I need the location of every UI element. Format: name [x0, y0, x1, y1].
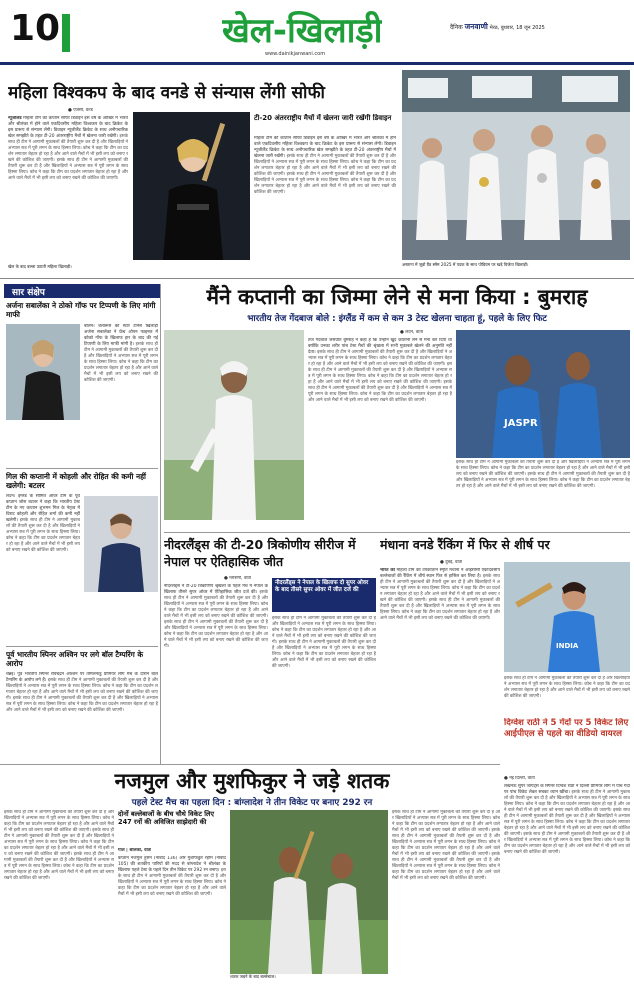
story-rathi [504, 718, 630, 984]
paper-name: जनवाणी [464, 22, 488, 31]
headline: मंधाना वनडे रैंकिंग में फिर से शीर्ष पर [380, 537, 550, 552]
divider [0, 764, 500, 765]
body-continued: इसके साथ ही टीम ने आगामी मुकाबलों की तैयारी शुरू कर दी है और खिलाड़ियों ने अभ्यास सत्र में पूरी लगन के साथ हिस्सा लिया। कोच ने कहा कि टीम का प्रदर्शन लगातार बेहतर हो रहा है और आने वाले मैचों में भी इसी लय को बनाए रखने की कोशिश की जाएगी। [118, 868, 226, 897]
body-text: लखनऊ सुपर जायंट्स के स्पिनर दिग्वेश राठी ने दिल्ली प्रीमियर लीग में पांच गेंदों पर पांच विकेट लेकर सबका ध्यान खींचा। [504, 784, 630, 795]
sidebar-item-headline: गिल की कप्तानी में कोहली और रोहित की कमी नहीं खलेगी: बटलर [6, 472, 146, 491]
sub-headline: टी-20 अंतरराष्ट्रीय मैचों में खेलना जारी रखेंगी डिवाइन [254, 114, 392, 122]
body-continued: इसके साथ ही टीम ने आगामी मुकाबलों की तैयारी शुरू कर दी है और खिलाड़ियों ने अभ्यास सत्र में पूरी लगन के साथ हिस्सा लिया। कोच ने कहा कि टीम का प्रदर्शन लगातार बेहतर हो रहा है और आने वाले मैचों में भी इसी लय को बनाए रखने की कोशिश की जाएगी। [6, 696, 158, 713]
body-text: नीदरलैंड्स ने टी-20 त्रिकोणीय श्रृंखला के पहले मैच में नेपाल के खिलाफ तीसरे सुपर ओवर में ऐतिहासिक जीत दर्ज की। [164, 584, 268, 595]
highlight-box [272, 578, 376, 612]
story-bumrah [164, 284, 630, 530]
body-text: महिला टीम की उपकप्तान स्मृति मंधाना ने आईसीसी एकदिवसीय बल्लेबाजों की रैंकिंग में शीर्ष स्थान फिर से हासिल कर लिया है। [380, 568, 500, 579]
headline: मैंने कप्तानी का जिम्मा लेने से मना किया : बुमराह [206, 285, 588, 309]
story-sophie [8, 82, 396, 260]
subhead: भारतीय तेज गेंदबाज बोले : इंग्लैंड में कम से कम 3 टेस्ट खेलना चाहता हूं, पहले के लिए फिट [247, 314, 547, 324]
divider [6, 468, 158, 469]
sidebar-item-body [84, 324, 158, 464]
byline: ● एजेंसी, वर्ल्ड [68, 108, 93, 113]
box-headline: दोनों बल्लेबाजों के बीच चौथे विकेट लिए 247 रनों की अविजित साझेदारी की [118, 810, 215, 827]
article-body-right [456, 460, 630, 526]
paper-prefix: दैनिक [450, 24, 463, 31]
byline: ● दुबई, वार्ता [440, 560, 463, 565]
lead-word: भारत की [380, 568, 395, 573]
sidebar [4, 284, 160, 764]
body-continued: इसके साथ ही टीम ने आगामी मुकाबलों की तैयारी शुरू कर दी है और खिलाड़ियों ने अभ्यास सत्र में पूरी लगन के साथ हिस्सा लिया। कोच ने कहा कि टीम का प्रदर्शन लगातार बेहतर हो रहा है और आने वाले मैचों में भी इसी लय को बनाए रखने की कोशिश की जाएगी। [164, 590, 268, 619]
body-continued: इसके साथ ही टीम ने आगामी मुकाबलों की तैयारी शुरू कर दी है और खिलाड़ियों ने अभ्यास सत्र में पूरी लगन के साथ हिस्सा लिया। कोच ने कहा कि टीम का प्रदर्शन लगातार बेहतर हो रहा है और आने वाले मैचों में भी इसी लय को बनाए रखने की कोशिश की जाएगी। [254, 172, 396, 195]
body-text: तेज गेंदबाज जसप्रीत बुमराह ने कहा है कि उन्होंने खुद कप्तानी लेने से मना कर दिया था क्योंकि उनका शरीर पांच टेस्ट मैचों की श्रृंखला में सभी मुकाबले खेलने की अनुमति नहीं देता। [308, 338, 452, 355]
body-continued: इसके साथ ही टीम ने आगामी मुकाबलों की तैयारी शुरू कर दी है और खिलाड़ियों ने अभ्यास सत्र में पूरी लगन के साथ हिस्सा लिया। कोच ने कहा कि टीम का प्रदर्शन लगातार बेहतर हो रहा है और आने वाले मैचों में भी इसी लय को बनाए रखने की कोशिश की जाएगी। [392, 852, 500, 881]
body-text: बर्लिन। बेलारूस की स्टार टेनिस खिलाड़ी अर्जना सबालेंका ने फ्रेंच ओपन फाइनल में कोको गॉफ के खिलाफ हार के बाद की गई टिप्पणी के लिए माफी मांगी है। [84, 324, 158, 347]
body-continued: इसके साथ ही टीम ने आगामी मुकाबलों की तैयारी शुरू कर दी है और खिलाड़ियों ने अभ्यास सत्र में पूरी लगन के साथ हिस्सा लिया। कोच ने कहा कि टीम का प्रदर्शन लगातार बेहतर हो रहा है और आने वाले मैचों में भी इसी लय को बनाए रखने की कोशिश की जाएगी। [456, 460, 630, 477]
section-title: खेल-खिलाड़ी [222, 11, 383, 51]
byline: ● नई दिल्ली, वार्ता [504, 776, 535, 781]
lead-word: न्यूजीलैंड [8, 116, 22, 121]
story-nepal [164, 536, 376, 766]
body-continued: इसके साथ ही टीम ने आगामी मुकाबलों की तैयारी शुरू कर दी है और खिलाड़ियों ने अभ्यास सत्र में पूरी लगन के साथ हिस्सा लिया। कोच ने कहा कि टीम का प्रदर्शन लगातार बेहतर हो रहा है और आने वाले मैचों में भी इसी लय को बनाए रखने की कोशिश की जाएगी। [504, 790, 630, 813]
sophie-photo [133, 112, 250, 260]
body-continued: इसके साथ ही टीम ने आगामी मुकाबलों की तैयारी शुरू कर दी है और खिलाड़ियों ने अभ्यास सत्र में पूरी लगन के साथ हिस्सा लिया। कोच ने कहा कि टीम का प्रदर्शन लगातार बेहतर हो रहा है और आने वाले मैचों में भी इसी लय को बनाए रखने की कोशिश की जाएगी। [8, 134, 128, 163]
byline: ● ग्लासगो, वार्ता [224, 576, 252, 581]
body-continued: इसके साथ ही टीम ने आगामी मुकाबलों की तैयारी शुरू कर दी है और खिलाड़ियों ने अभ्यास सत्र में पूरी लगन के साथ हिस्सा लिया। कोच ने कहा कि टीम का प्रदर्शन लगातार बेहतर हो रहा है और आने वाले मैचों में भी इसी लय को बनाए रखने की कोशिश की जाएगी। [4, 828, 114, 857]
body-continued: इसके साथ ही टीम ने आगामी मुकाबलों की तैयारी शुरू कर दी है और खिलाड़ियों ने अभ्यास सत्र में पूरी लगन के साथ हिस्सा लिया। कोच ने कहा कि टीम का प्रदर्शन लगातार बेहतर हो रहा है और आने वाले मैचों में भी इसी लय को बनाए रखने की कोशिश की जाएगी। [380, 598, 500, 621]
body-continued: इसके साथ ही टीम ने आगामी मुकाबलों की तैयारी शुरू कर दी है और खिलाड़ियों ने अभ्यास सत्र में पूरी लगन के साथ हिस्सा लिया। कोच ने कहा कि टीम का प्रदर्शन लगातार बेहतर हो रहा है और आने वाले मैचों में भी इसी लय को बनाए रखने की कोशिश की जाएगी। [392, 810, 500, 833]
highlight-box [118, 810, 226, 844]
dateline: मेरठ, बुधवार, 18 जून 2025 [489, 25, 545, 31]
page-number: 10 [10, 8, 61, 49]
sidebar-item-body [6, 494, 80, 644]
article-body [504, 784, 630, 984]
body-continued: इसके साथ ही टीम ने आगामी मुकाबलों की तैयारी शुरू कर दी है और खिलाड़ियों ने अभ्यास सत्र में पूरी लगन के साथ हिस्सा लिया। कोच ने कहा कि टीम का प्रदर्शन लगातार बेहतर हो रहा है और आने वाले मैचों में भी इसी लय को बनाए रखने की कोशिश की जाएगी। [504, 808, 630, 837]
body-text: महिला टीम की कप्तान सोफी डिवाइन इस वर्ष के आखिर में भारत और श्रीलंका में होने वाले एकदिवसीय महिला विश्वकप के बाद क्रिकेट के इस प्रारूप से संन्यास लेंगी। डिवाइन न्यूजीलैंड क्रिकेट के साथ अनौपचारिक खेल समझौते के तहत टी-20 अंतरराष्ट्रीय मैचों में खेलना जारी रखेंगी। [8, 116, 128, 139]
box-headline: नीदरलैंड्स ने नेपाल के खिलाफ दो सुपर ओवर के बाद तीसरे सुपर ओवर में जीत दर्ज की [275, 580, 369, 593]
photo-caption: शतक जड़ने के बाद बल्लेबाज। [230, 974, 276, 979]
masthead [0, 0, 634, 66]
body-continued: इसके साथ ही टीम ने आगामी मुकाबलों की तैयारी शुरू कर दी है और खिलाड़ियों ने अभ्यास सत्र में पूरी लगन के साथ हिस्सा लिया। कोच ने कहा कि टीम का प्रदर्शन लगातार बेहतर हो रहा है और आने वाले मैचों में भी इसी लय को बनाए रखने की कोशिश की जाएगी। [272, 640, 376, 669]
body-continued: इसके साथ ही टीम ने आगामी मुकाबलों की तैयारी शुरू कर दी है और खिलाड़ियों ने अभ्यास सत्र में पूरी लगन के साथ हिस्सा लिया। कोच ने कहा कि टीम का प्रदर्शन लगातार बेहतर हो रहा है और आने वाले मैचों में भी इसी लय को बनाए रखने की कोशिश की जाएगी। [392, 828, 500, 857]
bumrah-photo-left [164, 330, 304, 520]
body-text: लंदन। इंग्लैंड के सीमित ओवर टीम के पूर्व कप्तान जोस बटलर ने कहा कि भारतीय टेस्ट टीम के नए कप्तान शुभमन गिल के नेतृत्व में विराट कोहली और रोहित शर्मा की कमी नहीं खलेगी। [6, 494, 80, 523]
masthead-color-bar [62, 14, 70, 52]
story-bangladesh [4, 768, 500, 984]
divider [6, 646, 158, 647]
body-continued: इसके साथ ही टीम ने आगामी मुकाबलों की तैयारी शुरू कर दी है और खिलाड़ियों ने अभ्यास सत्र में पूरी लगन के साथ हिस्सा लिया। कोच ने कहा कि टीम का प्रदर्शन लगातार बेहतर हो रहा है और आने वाले मैचों में भी इसी लय को बनाए रखने की कोशिश की जाएगी। [84, 342, 158, 383]
body-continued: इसके साथ ही टीम ने आगामी मुकाबलों की तैयारी शुरू कर दी है और खिलाड़ियों ने अभ्यास सत्र में पूरी लगन के साथ हिस्सा लिया। कोच ने कहा कि टीम का प्रदर्शन लगातार बेहतर हो रहा है और आने वाले मैचों में भी इसी लय को बनाए रखने की कोशिश की जाएगी। [254, 154, 396, 177]
buttler-photo [84, 496, 158, 592]
byline: गाले | श्रीलंका, वार्ता [118, 848, 152, 853]
body-continued: इसके साथ ही टीम ने आगामी मुकाबलों की तैयारी शुरू कर दी है और खिलाड़ियों ने अभ्यास सत्र में पूरी लगन के साथ हिस्सा लिया। कोच ने कहा कि टीम का प्रदर्शन लगातार बेहतर हो रहा है और आने वाले मैचों में भी इसी लय को बनाए रखने की कोशिश की जाएगी। [308, 362, 452, 385]
headline: महिला विश्वकप के बाद वनडे से संन्यास लेंगी सोफी [8, 83, 325, 103]
subhead: पहले टेस्ट मैच का पहला दिन : बांग्लादेश ने तीन विकेट पर बनाए 292 रन [131, 798, 373, 808]
body-continued: इसके साथ ही टीम ने आगामी मुकाबलों की तैयारी शुरू कर दी है और खिलाड़ियों ने अभ्यास सत्र में पूरी लगन के साथ हिस्सा लिया। कोच ने कहा कि टीम का प्रदर्शन लगातार बेहतर हो रहा है और आने वाले मैचों में भी इसी लय को बनाए रखने की कोशिश की जाएगी। [308, 350, 452, 367]
sabalenka-photo [6, 324, 80, 420]
divider [164, 532, 630, 533]
bangladesh-photo [230, 810, 388, 974]
body-continued: इसके साथ ही टीम ने आगामी मुकाबलों की तैयारी शुरू कर दी है और खिलाड़ियों ने अभ्यास सत्र में पूरी लगन के साथ हिस्सा लिया। कोच ने कहा कि टीम का प्रदर्शन लगातार बेहतर हो रहा है और आने वाले मैचों में भी इसी लय को बनाए रखने की कोशिश की जाएगी। [4, 852, 114, 881]
body-text: कप्तान नजमुल हुसैन (नाबाद 136) और मुशफिकुर रहीम (नाबाद 105) की शतकीय पारियों की मदद से बांग्लादेश ने श्रीलंका के खिलाफ पहले टेस्ट के पहले दिन तीन विकेट पर 292 रन बनाए। [118, 856, 226, 873]
article-body [380, 568, 500, 714]
article-body [308, 338, 452, 526]
article-body [118, 856, 226, 982]
paper-logo [450, 22, 630, 34]
body-continued: इसके साथ ही टीम ने आगामी मुकाबलों की तैयारी शुरू कर दी है और खिलाड़ियों ने अभ्यास सत्र में पूरी लगन के साथ हिस्सा लिया। कोच ने कहा कि टीम का प्रदर्शन लगातार बेहतर हो रहा है और आने वाले मैचों में भी इसी लय को बनाए रखने की कोशिश की जाएगी। [8, 158, 128, 181]
sidebar-item-body [6, 672, 158, 764]
body-continued: इसके साथ ही टीम ने आगामी मुकाबलों की तैयारी शुरू कर दी है और खिलाड़ियों ने अभ्यास सत्र में पूरी लगन के साथ हिस्सा लिया। कोच ने कहा कि टीम का प्रदर्शन लगातार बेहतर हो रहा है और आने वाले मैचों में भी इसी लय को बनाए रखने की कोशिश की जाएगी। [504, 832, 630, 855]
article-body-right [504, 676, 630, 714]
article-body-right [392, 810, 500, 982]
website-url[interactable]: www.dainikjanwani.com [265, 51, 326, 57]
body-text: चेन्नई। पूर्व भारतीय स्पिनर रविचंद्रन अश्विन पर तमिलनाडु प्रीमियर लीग मैच के दौरान बॉल टैम्परिंग के आरोप लगे हैं। [6, 672, 158, 683]
headline: नीदरलैंड्स की टी-20 त्रिकोणीय सीरीज में नेपाल पर ऐतिहासिक जीत [164, 537, 356, 569]
body-continued: इसके साथ ही टीम ने आगामी मुकाबलों की तैयारी शुरू कर दी है और खिलाड़ियों ने अभ्यास सत्र में पूरी लगन के साथ हिस्सा लिया। कोच ने कहा कि टीम का प्रदर्शन लगातार बेहतर हो रहा है और आने वाले मैचों में भी इसी लय को बनाए रखने की कोशिश की जाएगी। [380, 574, 500, 603]
svg-text:INDIA: INDIA [556, 642, 579, 650]
article-body [8, 116, 128, 260]
masthead-rule [0, 62, 634, 65]
judo-photo [402, 70, 630, 260]
article-body-right [272, 616, 376, 762]
story-mandhana [380, 536, 630, 716]
bumrah-photo-right [456, 330, 630, 458]
photo-caption: अस्ताना में जूडो ग्रैंड स्लैम 2025 में पदक के साथ पोडियम पर खड़े विजेता खिलाड़ी। [402, 262, 529, 267]
mandhana-photo [504, 562, 630, 672]
body-continued: इसके साथ ही टीम ने आगामी मुकाबलों की तैयारी शुरू कर दी है और खिलाड़ियों ने अभ्यास सत्र में पूरी लगन के साथ हिस्सा लिया। कोच ने कहा कि टीम का प्रदर्शन लगातार बेहतर हो रहा है और आने वाले मैचों में भी इसी लय को बनाए रखने की कोशिश की जाएगी। [456, 472, 630, 489]
body-continued: इसके साथ ही टीम ने आगामी मुकाबलों की तैयारी शुरू कर दी है और खिलाड़ियों ने अभ्यास सत्र में पूरी लगन के साथ हिस्सा लिया। कोच ने कहा कि टीम का प्रदर्शन लगातार बेहतर हो रहा है और आने वाले मैचों में भी इसी लय को बनाए रखने की कोशिश की जाएगी। [308, 380, 452, 403]
article-body [164, 584, 268, 762]
sidebar-header [4, 284, 160, 298]
sidebar-item-headline: अर्जना सबालेंका ने ठोको गॉफ पर टिप्पणी के लिए मांगी माफी [6, 301, 156, 320]
divider [160, 284, 161, 764]
svg-text:JASPR: JASPR [504, 418, 538, 429]
sidebar-item-headline: पूर्व भारतीय स्पिनर अश्विन पर लगे बॉल टैम्परिंग के आरोप [6, 650, 144, 669]
headline: दिग्वेश राठी ने 5 गेंदों पर 5 विकेट लिए आईपीएल से पहले का वीडियो वायरल [504, 718, 629, 739]
body-continued: इसके साथ ही टीम ने आगामी मुकाबलों की तैयारी शुरू कर दी है और खिलाड़ियों ने अभ्यास सत्र में पूरी लगन के साथ हिस्सा लिया। कोच ने कहा कि टीम का प्रदर्शन लगातार बेहतर हो रहा है और आने वाले मैचों में भी इसी लय को बनाए रखने की कोशिश की जाएगी। [272, 616, 376, 645]
headline: नजमुल और मुशफिकुर ने जड़े शतक [114, 769, 390, 793]
body-text: महिला टीम की कप्तान सोफी डिवाइन इस वर्ष के आखिर में भारत और श्रीलंका में होने वाले एकदिवसीय महिला विश्वकप के बाद क्रिकेट के इस प्रारूप से संन्यास लेंगी। डिवाइन न्यूजीलैंड क्रिकेट के साथ अनौपचारिक खेल समझौते के तहत टी-20 अंतरराष्ट्रीय मैचों में खेलना जारी रखेंगी। [254, 136, 396, 159]
byline: ● लंदन, वार्ता [400, 330, 423, 335]
body-continued: इसके साथ ही टीम ने आगामी मुकाबलों की तैयारी शुरू कर दी है और खिलाड़ियों ने अभ्यास सत्र में पूरी लगन के साथ हिस्सा लिया। कोच ने कहा कि टीम का प्रदर्शन लगातार बेहतर हो रहा है और आने वाले मैचों में भी इसी लय को बनाए रखने की कोशिश की जाएगी। [6, 518, 80, 553]
photo-caption: खेल के बाद बल्ला उठाती महिला खिलाड़ी। [8, 264, 72, 269]
body-continued: इसके साथ ही टीम ने आगामी मुकाबलों की तैयारी शुरू कर दी है और खिलाड़ियों ने अभ्यास सत्र में पूरी लगन के साथ हिस्सा लिया। कोच ने कहा कि टीम का प्रदर्शन लगातार बेहतर हो रहा है और आने वाले मैचों में भी इसी लय को बनाए रखने की कोशिश की जाएगी। [4, 810, 114, 833]
sidebar-title: सार संक्षेप [12, 288, 45, 298]
body-continued: इसके साथ ही टीम ने आगामी मुकाबलों की तैयारी शुरू कर दी है और खिलाड़ियों ने अभ्यास सत्र में पूरी लगन के साथ हिस्सा लिया। कोच ने कहा कि टीम का प्रदर्शन लगातार बेहतर हो रहा है और आने वाले मैचों में भी इसी लय को बनाए रखने की कोशिश की जाएगी। [504, 676, 630, 699]
divider [0, 278, 634, 279]
article-body-left [4, 810, 114, 982]
body-continued: इसके साथ ही टीम ने आगामी मुकाबलों की तैयारी शुरू कर दी है और खिलाड़ियों ने अभ्यास सत्र में पूरी लगन के साथ हिस्सा लिया। कोच ने कहा कि टीम का प्रदर्शन लगातार बेहतर हो रहा है और आने वाले मैचों में भी इसी लय को बनाए रखने की कोशिश की जाएगी। [164, 620, 268, 649]
article-body-right [254, 136, 396, 254]
body-continued: इसके साथ ही टीम ने आगामी मुकाबलों की तैयारी शुरू कर दी है और खिलाड़ियों ने अभ्यास सत्र में पूरी लगन के साथ हिस्सा लिया। कोच ने कहा कि टीम का प्रदर्शन लगातार बेहतर हो रहा है और आने वाले मैचों में भी इसी लय को बनाए रखने की कोशिश की जाएगी। [6, 678, 158, 701]
